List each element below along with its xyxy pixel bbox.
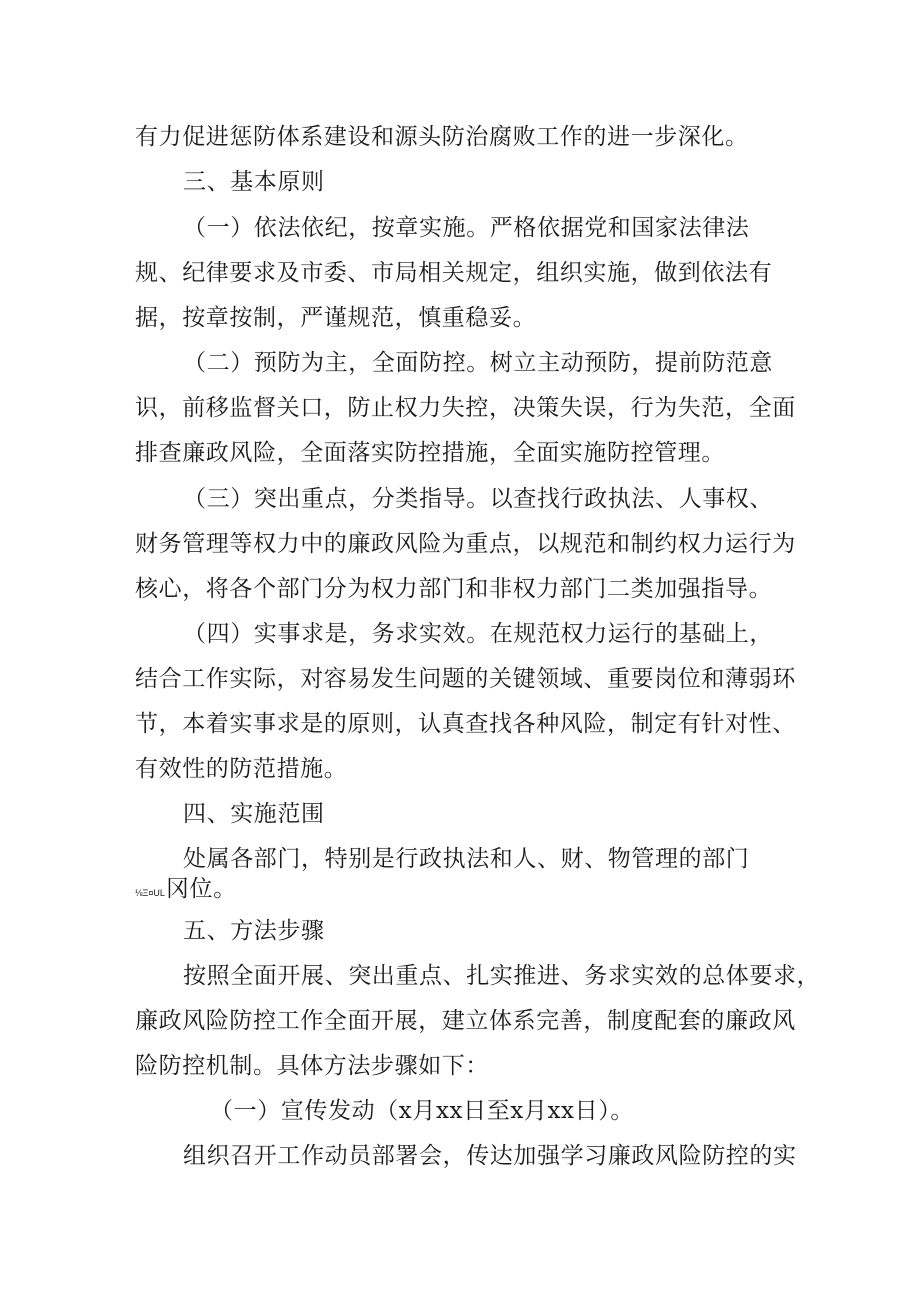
section-heading-scope: 四、实施范围: [183, 801, 325, 827]
text-line-15: 有效性的防范措施。: [135, 756, 348, 782]
text-line-1: 有力促进惩防体系建设和源头防治腐败工作的进一步深化。: [135, 124, 749, 150]
garbled-text: ⅛Ξ¤UL: [135, 888, 165, 898]
text-line-14: 节，本着实事求是的原则，认真查找各种风险，制定有针对性、: [135, 711, 796, 737]
text-line-8: 排查廉政风险，全面落实防控措施，全面实施防控管理。: [135, 440, 725, 466]
text-line-18: [135, 874, 237, 908]
text-line-7: 识，前移监督关口，防止权力失控，决策失误，行为失范，全面: [135, 395, 796, 421]
text-line-5: 据，按章按制，严谨规范，慎重稳妥。: [135, 305, 537, 331]
section-heading-methods: 五、方法步骤: [183, 918, 325, 944]
text-line-3: （一）依法依纪，按章实施。严格依据党和国家法律法: [183, 215, 750, 241]
text-line-6: （二）预防为主，全面防控。树立主动预防，提前防范意: [183, 350, 773, 376]
text-line-20: 按照全面开展、突出重点、扎实推进、务求实效的总体要求，: [183, 963, 821, 989]
text-line-11: 核心，将各个部门分为权力部门和非权力部门二类加强指导。: [135, 576, 773, 602]
text-line-21: 廉政风险防控工作全面开展，建立体系完善，制度配套的廉政风: [135, 1008, 796, 1034]
text-line-17: 处属各部门，特别是行政执法和人、财、物管理的部门: [183, 846, 750, 872]
text-line-12: （四）实事求是，务求实效。在规范权力运行的基础上，: [183, 621, 773, 647]
text-line-22: 险防控机制。具体方法步骤如下：: [135, 1053, 489, 1079]
text-line-4: 规、纪律要求及市委、市局相关规定，组织实施，做到依法有: [135, 260, 773, 286]
section-heading-principles: 三、基本原则: [183, 169, 325, 195]
text-line-9: （三）突出重点，分类指导。以查找行政执法、人事权、: [183, 486, 773, 512]
text-line-13: 结合工作实际，对容易发生问题的关键领域、重要岗位和薄弱环: [135, 666, 796, 692]
garbled-suffix: 冈位。: [165, 876, 237, 902]
text-line-23: （一）宣传发动（x月xx日至x月xx日）。: [210, 1098, 634, 1124]
text-line-10: 财务管理等权力中的廉政风险为重点，以规范和制约权力运行为: [135, 531, 796, 557]
text-line-24: 组织召开工作动员部署会，传达加强学习廉政风险防控的实: [183, 1143, 797, 1169]
